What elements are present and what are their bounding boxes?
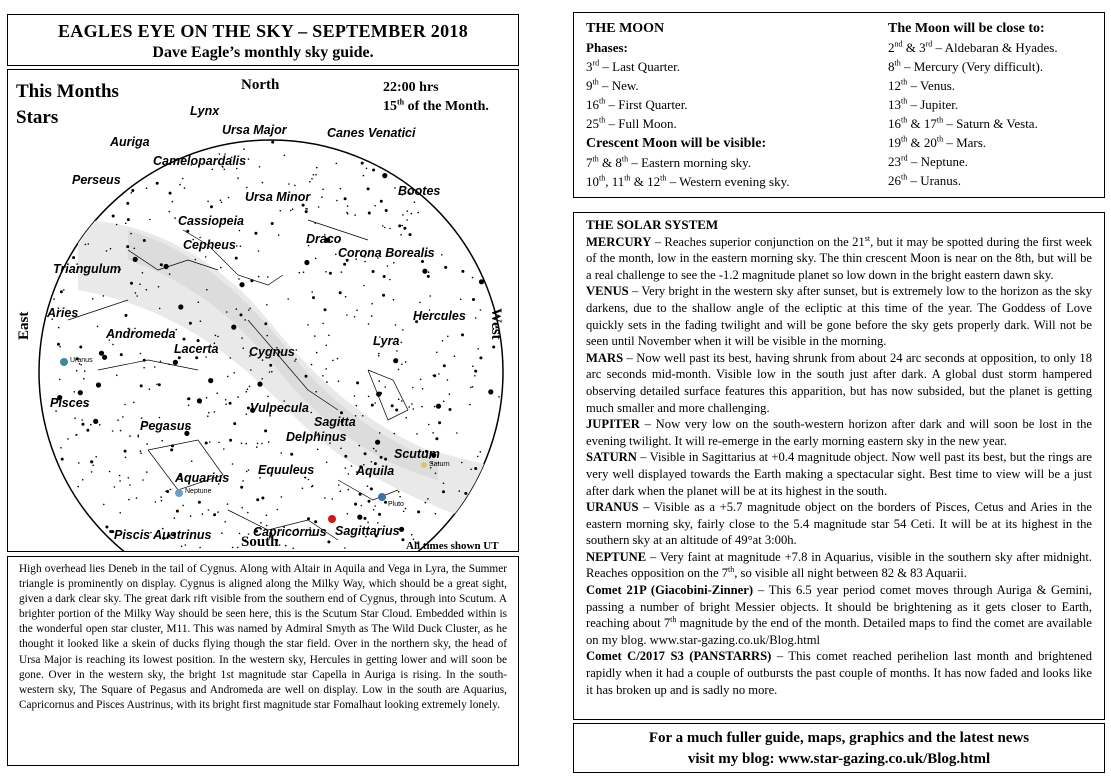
- map-time: 22:00 hrs 15th of the Month.: [383, 80, 489, 114]
- solar-entry-text: – Very bright in the western sky after sunset, but is extremely low to the horizon as the sky darkens, due to the shallow angle of the ecliptic at this time of the year. The Goddess of Love quickly sets in the fading twilight and will be gone before the sky gets properly dark. Will not be seen until November when it will be visible in the morning.: [586, 284, 1092, 349]
- solar-entries: [586, 234, 1092, 699]
- guide-header: [7, 14, 519, 66]
- solar-entry-name: Comet 21P (Giacobini-Zinner): [586, 583, 754, 598]
- constellation-label-equuleus: Equuleus: [258, 463, 315, 477]
- phases-list: [586, 57, 886, 133]
- constellation-label-lyra: Lyra: [373, 334, 400, 348]
- moon-phases-column: [586, 19, 886, 191]
- star-map-panel: [7, 69, 519, 552]
- solar-entry: [586, 350, 1092, 416]
- phase-item: 25th – Full Moon.: [586, 115, 677, 131]
- solar-entry-text: – Very faint at magnitude +7.8 in Aquarius, visible in the southern sky after midnight. Reaches opposition on the 7th, so visible all night between 82 & 83 Aquarii.: [586, 549, 1092, 581]
- solar-entry: [586, 234, 1092, 284]
- crescent-item: 7th & 8th – Eastern morning sky.: [586, 154, 752, 170]
- close-item: 23rd – Neptune.: [888, 153, 968, 169]
- crescent-list: [586, 153, 886, 191]
- constellation-label-pisces: Pisces: [50, 396, 90, 410]
- constellation-label-auriga: Auriga: [110, 135, 150, 149]
- constellation-label-lynx: Lynx: [190, 104, 220, 118]
- phase-item: 3rd – Last Quarter.: [586, 58, 681, 74]
- guide-subtitle: Dave Eagle’s monthly sky guide.: [152, 44, 374, 61]
- phases-title: Phases:: [586, 40, 628, 55]
- constellation-label-triangulum: Triangulum: [53, 262, 121, 276]
- footer-line1: For a much fuller guide, maps, graphics and the latest news: [648, 730, 1030, 746]
- solar-entry-text: – Visible as a +5.7 magnitude object on the borders of Pisces, Cetus and Aries in the eastern morning sky, fairly close to the 5.4 magnitude star 54 Ceti. It will be at its highest in the southern sky at an altitude of 49°at 3:00h.: [586, 500, 1092, 548]
- phase-item: 9th – New.: [586, 77, 639, 93]
- solar-entry-text: – This comet reached perihelion last month and brightened rapidly when it had a couple of outbursts the past couple of months. It has now faded and looks like it has broken up and is sadly no more.: [586, 649, 1092, 697]
- guide-title: EAGLES EYE ON THE SKY – SEPTEMBER 2018: [58, 21, 468, 41]
- solar-entry-text: – Reaches superior conjunction on the 21st, but it may be spotted during the first week of the month, low in the eastern morning sky. The thin crescent Moon is near on the 8th, but will be a real challenge to see the -1.2 magnitude planet so low down in the bright eastern dawn sky.: [586, 233, 1093, 282]
- uranus-marker: [60, 358, 68, 366]
- constellation-label-bootes: Bootes: [398, 184, 441, 198]
- neptune-marker: [175, 489, 183, 497]
- constellation-label-scutum: Scutum: [394, 447, 440, 461]
- close-item: 13th – Jupiter.: [888, 96, 959, 112]
- solar-entry-text: – Now well past its best, having shrunk from about 24 arc seconds at opposition, to only 18 arc seconds mid-month. Visible low in the south just after dark. A global dust storm hampered observing detailed surface features this apparition, but has now subsided, but the planet is getting much smaller and more challenging.: [586, 350, 1092, 415]
- constellation-label-aries: Aries: [47, 306, 79, 320]
- sky-description: [7, 556, 519, 766]
- constellation-label-ursa-major: Ursa Major: [222, 123, 287, 137]
- solar-system-panel: [573, 212, 1105, 720]
- constellation-label-corona-borealis: Corona Borealis: [338, 246, 435, 260]
- constellation-label-cepheus: Cepheus: [183, 238, 236, 252]
- north-label: North: [241, 77, 280, 93]
- constellation-label-capricornus: Capricornus: [253, 525, 327, 539]
- solar-entry-name: JUPITER: [586, 417, 640, 432]
- solar-entry-name: SATURN: [586, 450, 637, 465]
- constellation-label-aquarius: Aquarius: [175, 471, 230, 485]
- moon-title: THE MOON: [586, 21, 665, 36]
- constellation-label-draco: Draco: [306, 232, 342, 246]
- pluto-label: Pluto: [388, 501, 404, 508]
- constellation-label-canes-venatici: Canes Venatici: [327, 126, 416, 140]
- blog-footer: [573, 723, 1105, 773]
- solar-entry-name: URANUS: [586, 500, 639, 515]
- mars-marker: [328, 515, 336, 523]
- neptune-label: Neptune: [185, 488, 212, 495]
- sky-description-text: High overhead lies Deneb in the tail of Cygnus. Along with Altair in Aquila and Vega in Lyra, the Summer triangle is prominently on display. Cygnus is aligned along the Milky Way, which should be a great sight, given a dark clear sky. The great dark rift visible from the southern end of Cygnus, through into Scutum. A brighter portion of the Milky Way should be seen here, this is the Scutum Star Cloud. Embedded within is the wonderful open star cluster, M11. This was named by Admiral Smyth as The Wild Duck Cluster, as he thought it looked like a skein of ducks flying though the star field. Over in the northern sky, the head of Ursa Major is reaching its lowest position. In the western sky, Hercules in getting lower and will soon be gone. Over in the western sky, the bright 1st magnitude star Capella in Auriga is rising. In the south-western sky, The Square of Pegasus and Andromeda are well on display. Low in the south are Aquarius, Capricornus and Pisces Austrinus, with its bright first magnitude star Fomalhaut looking extremely lonely.: [19, 563, 507, 711]
- solar-entry-name: MERCURY: [586, 234, 652, 249]
- constellation-label-sagittarius: Sagittarius: [335, 524, 400, 538]
- moon-close-column: [888, 19, 1103, 190]
- crescent-title: Crescent Moon will be visible:: [586, 136, 767, 151]
- solar-entry: [586, 582, 1092, 648]
- solar-entry-name: NEPTUNE: [586, 549, 647, 564]
- constellation-label-camelopardalis: Camelopardalis: [153, 154, 247, 168]
- close-item: 16th & 17th – Saturn & Vesta.: [888, 115, 1038, 131]
- constellation-label-aquila: Aquila: [356, 464, 395, 478]
- uranus-label: Uranus: [70, 357, 93, 364]
- solar-entry-text: – Now very low on the south-western horizon after dark and will soon be lost in the evening twilight. It will re-emerge in the early morning eastern sky in the new year.: [586, 417, 1092, 448]
- solar-entry-name: MARS: [586, 350, 624, 365]
- phase-item: 16th – First Quarter.: [586, 96, 688, 112]
- solar-entry-text: – Visible in Sagittarius at +0.4 magnitude object. Now well past its best, but the rings are very well displayed towards the Earth making a spectacular sight. Best time to view will be a just after dark when the planet will be at its highest in the south.: [586, 450, 1092, 498]
- constellation-label-perseus: Perseus: [72, 173, 121, 187]
- solar-title: THE SOLAR SYSTEM: [586, 217, 719, 232]
- constellation-label-cassiopeia: Cassiopeia: [178, 214, 245, 228]
- saturn-label: Saturn: [429, 461, 450, 468]
- solar-entry: [586, 449, 1092, 499]
- constellation-label-sagitta: Sagitta: [314, 415, 356, 429]
- crescent-item: 10th, 11th & 12th – Western evening sky.: [586, 173, 790, 189]
- close-item: 8th – Mercury (Very difficult).: [888, 58, 1044, 74]
- close-title: The Moon will be close to:: [888, 21, 1045, 36]
- map-heading: This Months Stars: [16, 81, 119, 128]
- close-item: 26th – Uranus.: [888, 172, 962, 188]
- east-label: East: [16, 311, 32, 340]
- constellation-label-cygnus: Cygnus: [249, 345, 295, 359]
- close-item: 2nd & 3rd – Aldebaran & Hyades.: [888, 39, 1058, 55]
- constellation-label-ursa-minor: Ursa Minor: [245, 190, 311, 204]
- pluto-marker: [378, 493, 386, 501]
- close-item: 12th – Venus.: [888, 77, 956, 93]
- solar-entry: [586, 416, 1092, 449]
- west-label: West: [488, 308, 504, 340]
- close-list: [888, 38, 1103, 190]
- close-item: 19th & 20th – Mars.: [888, 134, 987, 150]
- constellation-label-delphinus: Delphinus: [286, 430, 347, 444]
- constellation-label-vulpecula: Vulpecula: [250, 401, 309, 415]
- solar-entry: [586, 648, 1092, 698]
- constellation-label-andromeda: Andromeda: [106, 327, 176, 341]
- map-footnote: All times shown UT: [406, 540, 499, 552]
- solar-entry: [586, 499, 1092, 549]
- constellation-label-pegasus: Pegasus: [140, 419, 192, 433]
- saturn-marker: [421, 462, 427, 468]
- solar-entry-name: VENUS: [586, 284, 629, 299]
- solar-entry: [586, 549, 1092, 582]
- moon-panel: [573, 12, 1105, 198]
- footer-line2[interactable]: visit my blog: www.star-gazing.co.uk/Blog.html: [687, 751, 991, 767]
- constellation-label-piscis-austrinus: Piscis Austrinus: [114, 528, 212, 542]
- solar-entry-name: Comet C/2017 S3 (PANSTARRS): [586, 649, 772, 664]
- constellation-label-lacerta: Lacerta: [174, 342, 219, 356]
- solar-entry: [586, 283, 1092, 349]
- solar-entry-text: – This 6.5 year period comet moves through Auriga & Gemini, passing a number of bright Messier objects. It should be brightening as it gets closer to Earth, reaching about 7th magnitude by the end of the month. Detailed maps to find the comet are available on my blog. www.star-gazing.co.uk/Blog.html: [586, 583, 1092, 647]
- south-label: South: [241, 534, 279, 550]
- constellation-label-hercules: Hercules: [413, 309, 466, 323]
